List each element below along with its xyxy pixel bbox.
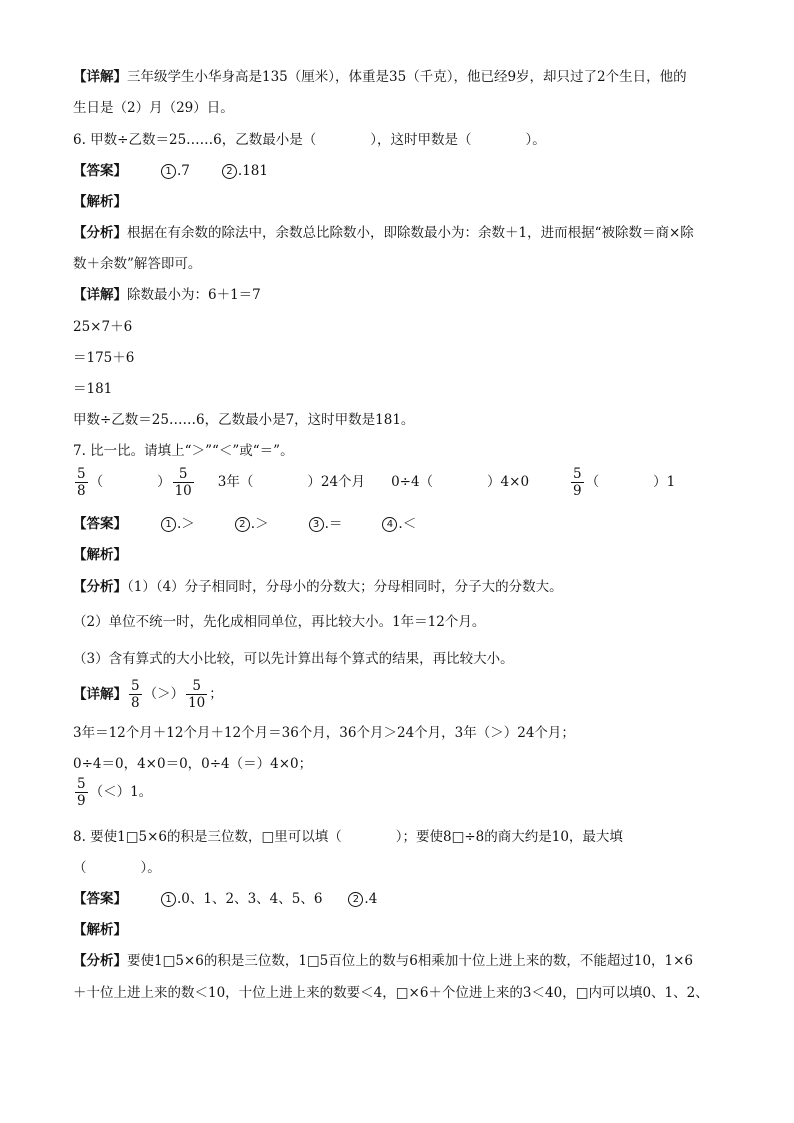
answer-8-1: 0、1、2、3、4、5、6	[181, 891, 323, 907]
compare-4: （ ）1	[585, 474, 676, 490]
detail-line-2	[73, 99, 234, 117]
compare-3: 0÷4（ ）4×0	[391, 474, 530, 490]
answer-6-1: 7	[181, 163, 190, 179]
question-7-items	[73, 466, 675, 499]
analysis-tag: 【分析】	[73, 225, 127, 241]
analysis-7-line-3	[73, 650, 514, 668]
answer-tag: 【答案】	[73, 163, 127, 179]
question-6-text: 6. 甲数÷乙数＝25……6，乙数最小是（ ），这时甲数是（ ）。	[73, 132, 546, 148]
answer-7-3: ＝	[328, 516, 343, 532]
answer-7-2: ＞	[255, 516, 269, 532]
circled-3-icon: 3	[309, 517, 324, 532]
analysis-7-text: （1）（4）分子相同时，分母小的分数大；分母相同时，分子大的分数大。	[127, 579, 563, 595]
jiexi-7	[73, 546, 127, 564]
calc-6-2	[73, 349, 134, 367]
detail-6-text: 除数最小为：6＋1＝7	[127, 287, 261, 303]
circled-2-icon: 2	[348, 892, 363, 907]
question-7	[73, 442, 294, 460]
detail-tag: 【详解】	[73, 686, 127, 703]
jiexi-tag: 【解析】	[73, 922, 127, 938]
answer-tag: 【答案】	[73, 516, 127, 532]
analysis-8-line-2	[73, 984, 709, 1002]
analysis-tag: 【分析】	[73, 953, 127, 969]
jiexi-6	[73, 193, 127, 211]
punct: ；	[209, 686, 223, 702]
analysis-6-text: 根据在有余数的除法中，余数总比除数小，即除数最小为：余数＋1，进而根据“被除数＝商×除	[127, 225, 694, 241]
detail-7-text-3: 0÷4＝0，4×0＝0，0÷4（＝）4×0；	[73, 756, 313, 772]
answer-7: 【答案】 1 .＞ 2 .＞ 3 .＝ 4 .＜	[73, 516, 417, 532]
jiexi-tag: 【解析】	[73, 194, 127, 210]
answer-7-1: ＞	[181, 516, 195, 532]
analysis-8-text: 要使1□5×6的积是三位数，1□5百位上的数与6相乘加十位上进上来的数，不能超过10，1×6	[127, 953, 694, 969]
detail-6	[73, 286, 261, 304]
fraction-5-9: $\frac{5}{9}$	[77, 776, 86, 809]
answer-8-2: 4	[368, 891, 378, 907]
fraction-5-10: $\frac{5}{10}$	[188, 678, 206, 711]
detail-7-line-4	[73, 776, 152, 809]
jiexi-tag: 【解析】	[73, 547, 127, 563]
analysis-7-line-2	[73, 613, 485, 631]
question-8-text: 8. 要使1□5×6的积是三位数，□里可以填（ ）；要使8□÷8的商大约是10，最大填	[73, 829, 623, 845]
detail-text: 三年级学生小华身高是135（厘米），体重是35（千克），他已经9岁，却只过了2个生日，他的	[127, 69, 687, 85]
question-6	[73, 131, 546, 149]
fraction-5-10: $\frac{5}{10}$	[174, 466, 192, 499]
answer-6: 【答案】 1 .7 2 .181	[73, 163, 268, 179]
detail-text-cont: 生日是（2）月（29）日。	[73, 100, 234, 116]
detail-tag: 【详解】	[73, 69, 127, 85]
detail-compare: （＞）	[143, 686, 185, 702]
question-8-line-1	[73, 828, 623, 846]
conclusion-6	[73, 411, 414, 429]
answer-8: 【答案】 1 .0、1、2、3、4、5、6 2 .4	[73, 891, 378, 907]
detail-7-text-4: （＜）1。	[89, 784, 153, 800]
answer-7-4: ＜	[402, 516, 417, 532]
answer-6-2: 181	[242, 163, 268, 179]
calc-6-1	[73, 318, 132, 336]
analysis-tag: 【分析】	[73, 579, 127, 595]
analysis-7-line-1	[73, 578, 563, 596]
calc-6-3	[73, 380, 112, 398]
question-8-text-cont: （ ）。	[73, 860, 161, 876]
compare-2: 3年（ ）24个月	[217, 474, 366, 490]
analysis-6-line-2	[73, 255, 201, 273]
analysis-8-text-cont: ＋十位上进上来的数＜10，十位上进上来的数要＜4，□×6＋个位进上来的3＜40，□内可以填0、1、2、	[73, 985, 709, 1001]
question-7-text: 7. 比一比。请填上“＞”“＜”或“＝”。	[73, 443, 294, 459]
conclusion-text: 甲数÷乙数＝25……6，乙数最小是7，这时甲数是181。	[73, 412, 415, 428]
calc-step: ＝175＋6	[73, 350, 135, 366]
detail-line-1	[73, 68, 687, 86]
calc-step: ＝181	[73, 381, 113, 397]
circled-1-icon: 1	[161, 517, 176, 532]
detail-7-line-1	[73, 678, 223, 711]
circled-2-icon: 2	[222, 164, 237, 179]
detail-7-text-2: 3年＝12个月＋12个月＋12个月＝36个月，36个月＞24个月，3年（＞）24个月；	[73, 725, 575, 741]
circled-1-icon: 1	[161, 892, 176, 907]
detail-tag: 【详解】	[73, 287, 127, 303]
analysis-6-text-cont: 数＋余数”解答即可。	[73, 256, 202, 272]
circled-1-icon: 1	[161, 164, 176, 179]
analysis-7-text-3: （3）含有算式的大小比较，可以先计算出每个算式的结果，再比较大小。	[73, 651, 514, 667]
fraction-5-8: $\frac{5}{8}$	[77, 466, 86, 499]
analysis-6-line-1	[73, 224, 694, 242]
analysis-8-line-1	[73, 952, 693, 970]
circled-2-icon: 2	[235, 517, 250, 532]
answer-tag: 【答案】	[73, 891, 127, 907]
analysis-7-text-2: （2）单位不统一时，先化成相同单位，再比较大小。1年＝12个月。	[73, 614, 486, 630]
question-8-line-2	[73, 859, 161, 877]
jiexi-8	[73, 921, 127, 939]
detail-7-line-3	[73, 755, 312, 773]
circled-4-icon: 4	[382, 517, 397, 532]
fraction-5-8: $\frac{5}{8}$	[131, 678, 140, 711]
fraction-5-9: $\frac{5}{9}$	[573, 466, 582, 499]
calc-step: 25×7＋6	[73, 319, 133, 335]
blank-1: （ ）	[89, 474, 171, 490]
detail-7-line-2	[73, 724, 575, 742]
